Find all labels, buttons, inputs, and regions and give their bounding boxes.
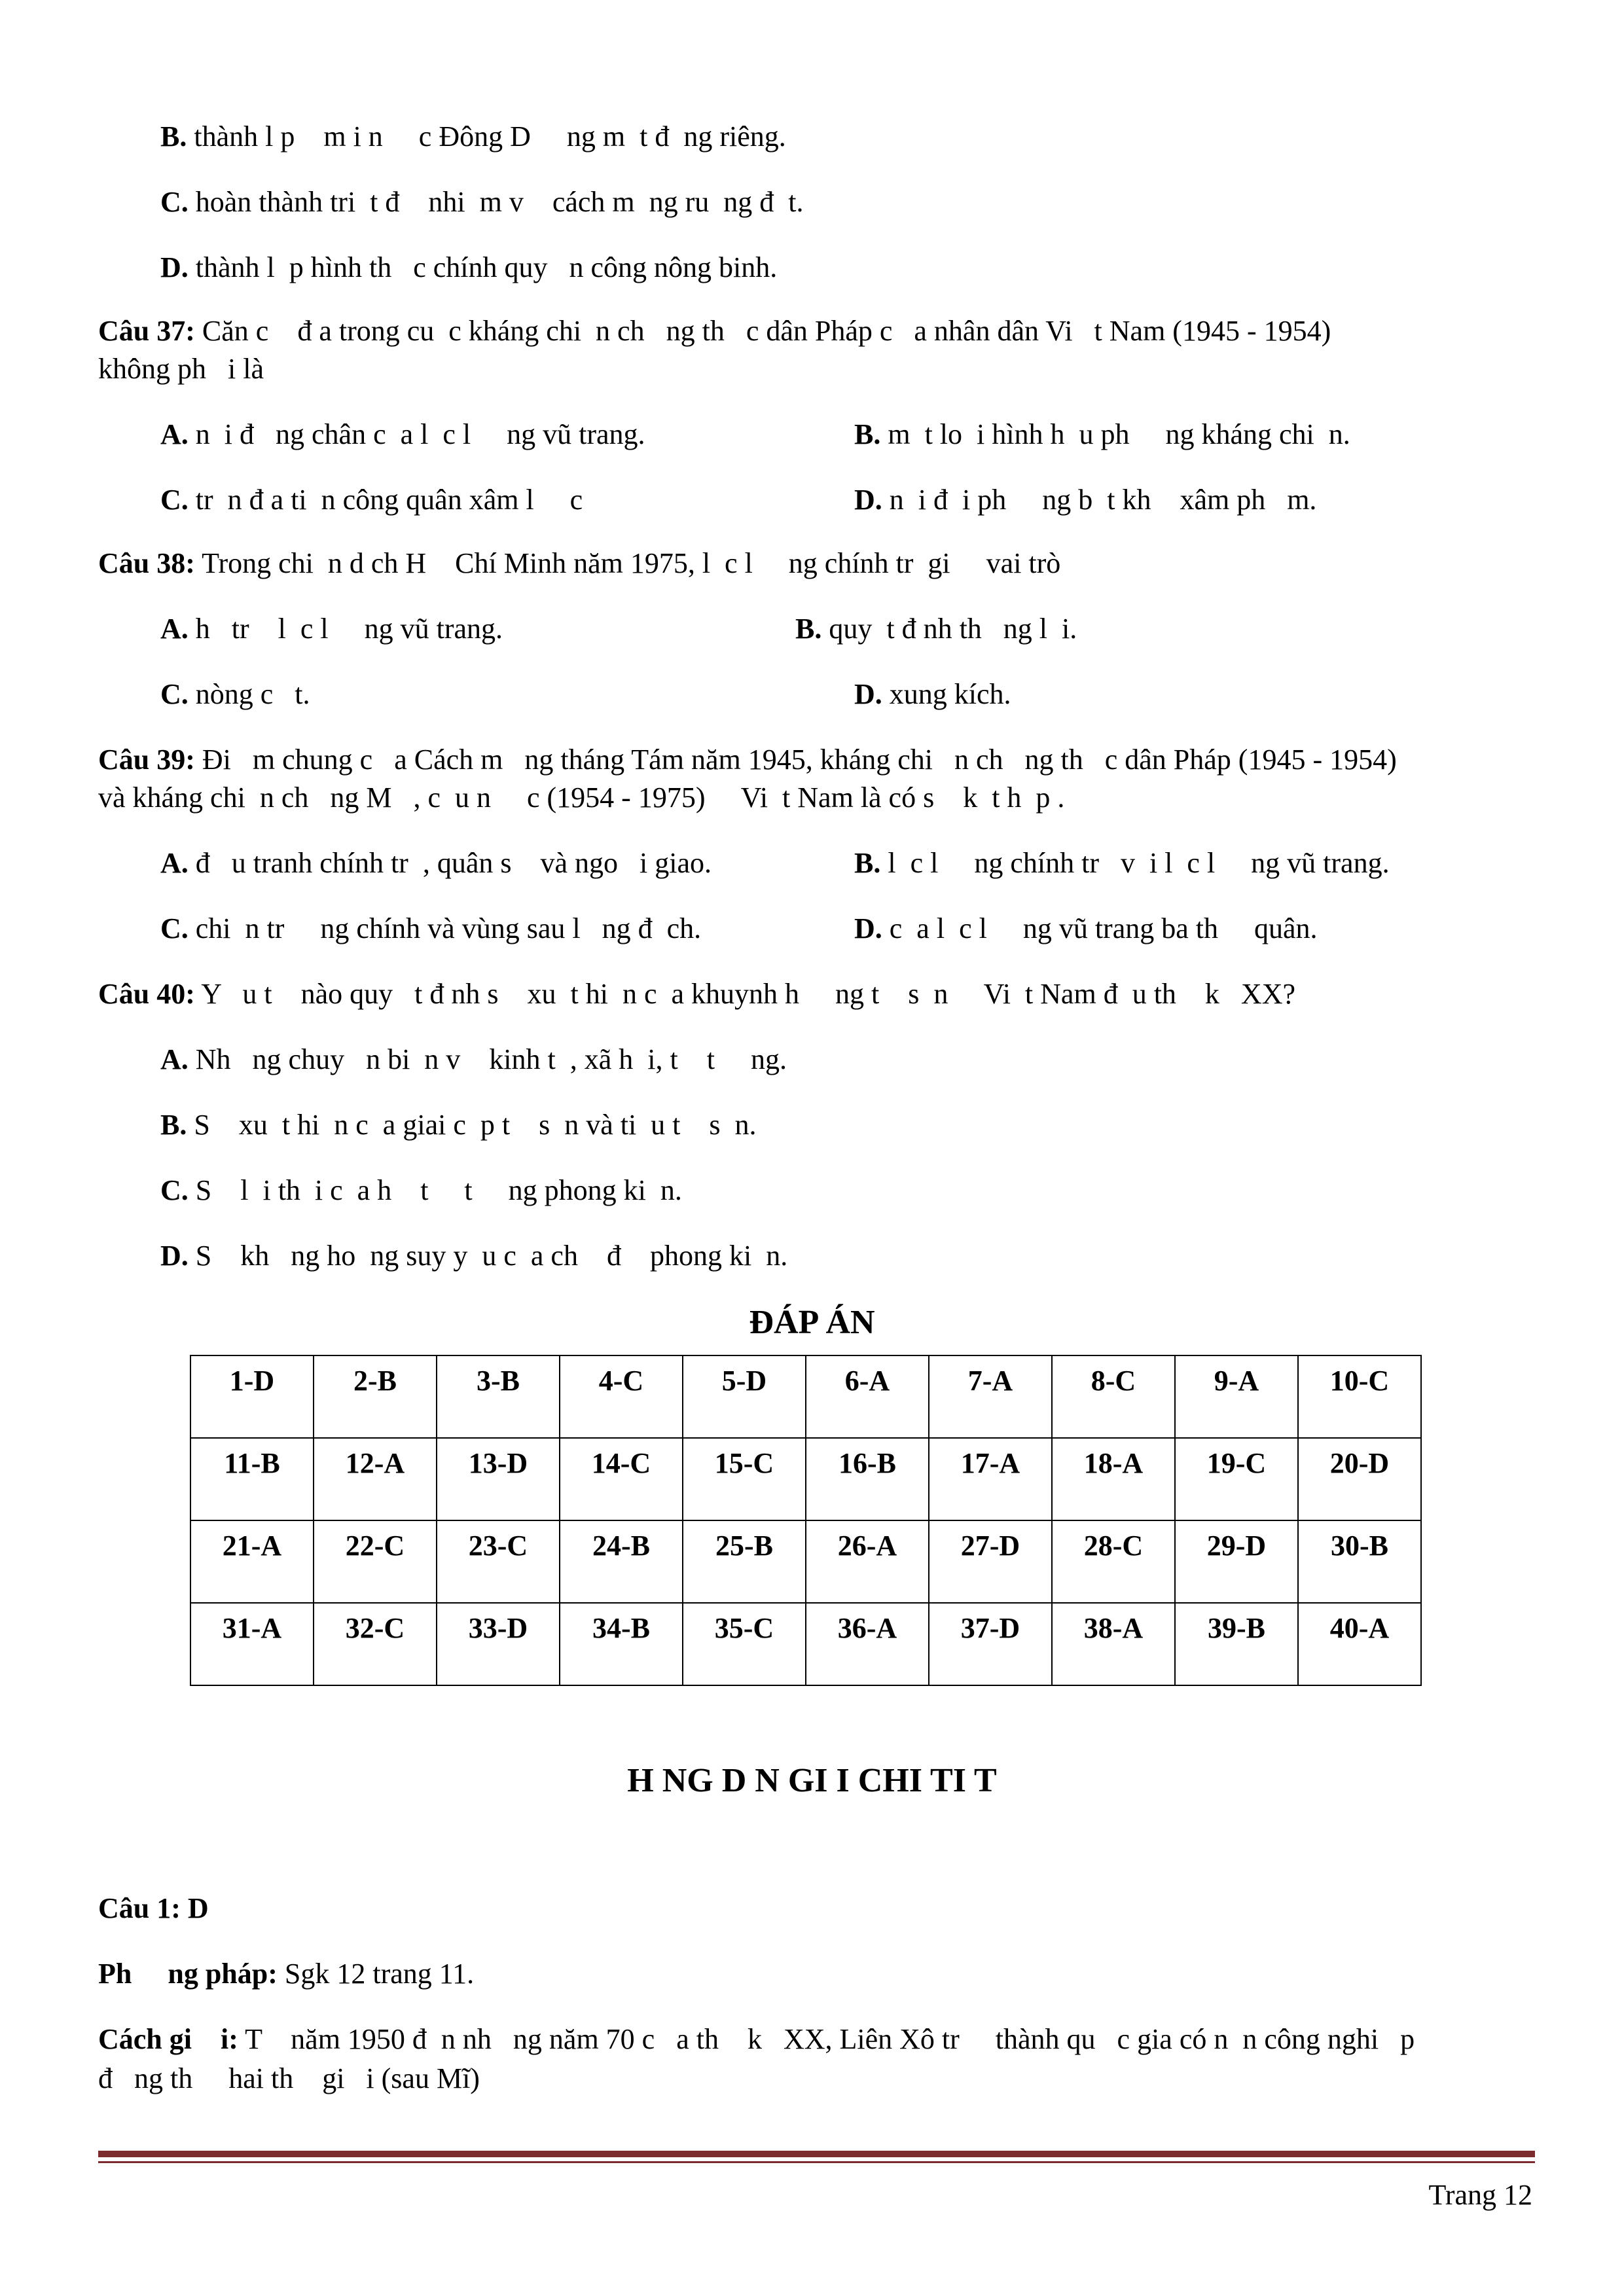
answer-cell: 10-C <box>1298 1355 1421 1438</box>
table-row <box>190 1438 1421 1520</box>
q37-stem-line2: không ph i là <box>98 353 264 385</box>
answer-cell: 13-D <box>437 1438 560 1520</box>
answer-cell: 11-B <box>190 1438 314 1520</box>
q36-option-d: D. thành l p hình th c chính quy n công nông binh. <box>160 251 778 283</box>
solution-1-way-line1: Cách gi i: T năm 1950 đ n nh ng năm 70 c a th k XX, Liên Xô tr thành qu c gia có n n công nghi p <box>98 2023 1415 2055</box>
answer-cell: 2-B <box>314 1355 437 1438</box>
q38-stem: Câu 38: Trong chi n d ch H Chí Minh năm 1975, l c l ng chính tr gi vai trò <box>98 547 1061 579</box>
answer-cell: 38-A <box>1052 1603 1175 1685</box>
q40-option-b: B. S xu t hi n c a giai c p t s n và ti u t s n. <box>160 1109 757 1141</box>
q39-option-d: D. c a l c l ng vũ trang ba th quân. <box>854 912 1318 944</box>
answer-cell: 20-D <box>1298 1438 1421 1520</box>
answer-cell: 16-B <box>806 1438 929 1520</box>
table-row <box>190 1520 1421 1603</box>
q36-option-b: B. thành l p m i n c Đông D ng m t đ ng riêng. <box>160 120 786 152</box>
q37-option-a: A. n i đ ng chân c a l c l ng vũ trang. <box>160 418 645 450</box>
answer-cell: 37-D <box>929 1603 1052 1685</box>
answer-cell: 36-A <box>806 1603 929 1685</box>
answer-cell: 26-A <box>806 1520 929 1603</box>
answer-cell: 35-C <box>683 1603 806 1685</box>
q38-option-d: D. xung kích. <box>854 678 1011 710</box>
answer-cell: 39-B <box>1175 1603 1298 1685</box>
q40-stem: Câu 40: Y u t nào quy t đ nh s xu t hi n c a khuynh h ng t s n Vi t Nam đ u th k XX? <box>98 978 1295 1010</box>
answer-cell: 34-B <box>560 1603 683 1685</box>
solution-1-method: Ph ng pháp: Sgk 12 trang 11. <box>98 1958 475 1990</box>
q38-option-c: C. nòng c t. <box>160 678 310 710</box>
answer-cell: 4-C <box>560 1355 683 1438</box>
answer-cell: 9-A <box>1175 1355 1298 1438</box>
answer-cell: 21-A <box>190 1520 314 1603</box>
answer-cell: 8-C <box>1052 1355 1175 1438</box>
answer-table <box>190 1355 1422 1686</box>
answer-cell: 5-D <box>683 1355 806 1438</box>
q37-option-d: D. n i đ i ph ng b t kh xâm ph m. <box>854 484 1317 516</box>
q39-option-c: C. chi n tr ng chính và vùng sau l ng đ ch. <box>160 912 702 944</box>
answer-cell: 40-A <box>1298 1603 1421 1685</box>
guide-title: H NG D N GI I CHI TI T <box>627 1762 997 1799</box>
answer-cell: 22-C <box>314 1520 437 1603</box>
q39-stem-line2: và kháng chi n ch ng M , c u n c (1954 - 1975) Vi t Nam là có s k t h p . <box>98 781 1065 814</box>
q39-stem-line1: Câu 39: Đi m chung c a Cách m ng tháng Tám năm 1945, kháng chi n ch ng th c dân Pháp (1945 - 1954) <box>98 744 1397 776</box>
q37-option-c: C. tr n đ a ti n công quân xâm l c <box>160 484 583 516</box>
q40-option-c: C. S l i th i c a h t t ng phong ki n. <box>160 1174 682 1206</box>
answer-cell: 33-D <box>437 1603 560 1685</box>
answer-cell: 32-C <box>314 1603 437 1685</box>
solution-1-way-line2: đ ng th hai th gi i (sau Mĩ) <box>98 2062 480 2094</box>
answer-cell: 23-C <box>437 1520 560 1603</box>
q37-option-b: B. m t lo i hình h u ph ng kháng chi n. <box>854 418 1350 450</box>
answer-cell: 30-B <box>1298 1520 1421 1603</box>
solution-1-question: Câu 1: D <box>98 1892 209 1924</box>
q38-option-b: B. quy t đ nh th ng l i. <box>795 613 1077 645</box>
answer-cell: 27-D <box>929 1520 1052 1603</box>
answer-cell: 19-C <box>1175 1438 1298 1520</box>
answer-cell: 7-A <box>929 1355 1052 1438</box>
answer-cell: 24-B <box>560 1520 683 1603</box>
answer-cell: 6-A <box>806 1355 929 1438</box>
q37-stem-line1: Câu 37: Căn c đ a trong cu c kháng chi n ch ng th c dân Pháp c a nhân dân Vi t Nam (1945 - 1954) <box>98 315 1331 347</box>
table-row <box>190 1603 1421 1685</box>
q40-option-a: A. Nh ng chuy n bi n v kinh t , xã h i, t t ng. <box>160 1043 787 1075</box>
answer-cell: 1-D <box>190 1355 314 1438</box>
answers-title: ĐÁP ÁN <box>749 1304 875 1341</box>
answer-cell: 3-B <box>437 1355 560 1438</box>
q39-option-a: A. đ u tranh chính tr , quân s và ngo i giao. <box>160 847 712 879</box>
q39-option-b: B. l c l ng chính tr v i l c l ng vũ trang. <box>854 847 1390 879</box>
answer-cell: 29-D <box>1175 1520 1298 1603</box>
page-number: Trang 12 <box>1428 2179 1532 2211</box>
footer-rule-thick <box>98 2151 1535 2157</box>
q38-option-a: A. h tr l c l ng vũ trang. <box>160 613 503 645</box>
answer-cell: 15-C <box>683 1438 806 1520</box>
answer-cell: 28-C <box>1052 1520 1175 1603</box>
answer-cell: 12-A <box>314 1438 437 1520</box>
q36-option-c: C. hoàn thành tri t đ nhi m v cách m ng ru ng đ t. <box>160 186 804 218</box>
q40-option-d: D. S kh ng ho ng suy y u c a ch đ phong ki n. <box>160 1240 788 1272</box>
answer-cell: 14-C <box>560 1438 683 1520</box>
answer-cell: 17-A <box>929 1438 1052 1520</box>
answer-cell: 18-A <box>1052 1438 1175 1520</box>
answer-cell: 25-B <box>683 1520 806 1603</box>
table-row <box>190 1355 1421 1438</box>
answer-cell: 31-A <box>190 1603 314 1685</box>
footer-rule-thin <box>98 2161 1535 2163</box>
